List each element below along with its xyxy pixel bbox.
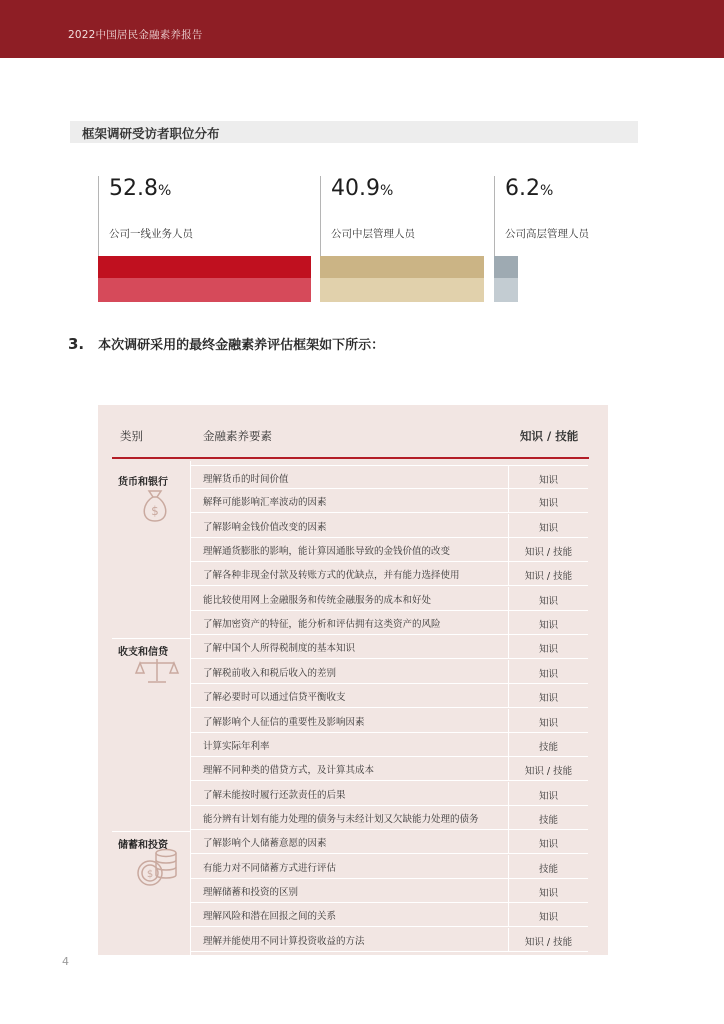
element-text: 理解风险和潜在回报之间的关系	[203, 911, 337, 923]
report-title: 2022中国居民金融素养报告	[68, 29, 203, 41]
table-row	[190, 733, 588, 757]
framework-table	[98, 405, 608, 955]
element-text: 计算实际年利率	[203, 740, 270, 752]
stat-bar-dark	[98, 256, 311, 278]
stat-label: 公司中层管理人员	[331, 228, 415, 240]
column-header-category: 类别	[120, 429, 143, 443]
table-row	[190, 684, 588, 708]
knowledge-skill-cell: 知识 / 技能	[508, 757, 588, 781]
element-text: 有能力对不同储蓄方式进行评估	[203, 862, 337, 874]
table-row	[190, 855, 588, 879]
stat-percentage: 52.8%	[109, 176, 172, 201]
stat-percentage: 40.9%	[331, 176, 394, 201]
knowledge-skill-cell: 知识	[508, 635, 588, 659]
category-label: 储蓄和投资	[118, 840, 168, 851]
knowledge-skill-cell: 知识	[508, 830, 588, 854]
knowledge-skill-cell: 技能	[508, 806, 588, 830]
stat-label: 公司高层管理人员	[505, 228, 589, 240]
element-text: 理解储蓄和投资的区别	[203, 886, 299, 898]
framework-heading	[68, 334, 384, 353]
knowledge-skill-cell: 知识 / 技能	[508, 928, 588, 952]
table-row	[190, 611, 588, 635]
element-text: 解释可能影响汇率波动的因素	[203, 497, 327, 509]
table-row	[190, 757, 588, 781]
knowledge-skill-cell: 知识 / 技能	[508, 538, 588, 562]
knowledge-skill-cell: 知识	[508, 587, 588, 611]
element-text: 理解不同种类的借贷方式，及计算其成本	[203, 765, 375, 777]
svg-text:$: $	[146, 869, 154, 880]
column-header-element: 金融素养要素	[203, 429, 272, 443]
page-number: 4	[62, 955, 69, 968]
table-row	[190, 830, 588, 854]
knowledge-skill-cell: 知识	[508, 709, 588, 733]
element-text: 了解中国个人所得税制度的基本知识	[203, 643, 356, 655]
heading-text: 本次调研采用的最终金融素养评估框架如下所示：	[98, 338, 385, 353]
element-text: 理解并能使用不同计算投资收益的方法	[203, 935, 365, 947]
element-text: 了解各种非现金付款及转账方式的优缺点，并有能力选择使用	[203, 570, 460, 582]
svg-text:$: $	[151, 504, 159, 518]
element-text: 了解影响个人征信的重要性及影响因素	[203, 716, 365, 728]
knowledge-skill-cell: 知识 / 技能	[508, 562, 588, 586]
knowledge-skill-cell: 知识	[508, 903, 588, 927]
knowledge-skill-cell: 知识	[508, 879, 588, 903]
stat-label: 公司一线业务人员	[109, 228, 193, 240]
stat-bar-dark	[494, 256, 518, 278]
table-row	[190, 562, 588, 586]
top-banner	[0, 0, 724, 58]
column-header-type: 知识 / 技能	[520, 429, 579, 443]
stat-bar-light	[320, 278, 484, 302]
element-text: 能分辨有计划有能力处理的债务与未经计划又欠缺能力处理的债务	[203, 813, 479, 825]
table-row	[190, 465, 588, 489]
element-text: 了解未能按时履行还款责任的后果	[203, 789, 346, 801]
knowledge-skill-cell: 知识	[508, 611, 588, 635]
category-label: 货币和银行	[118, 477, 168, 488]
table-row	[190, 660, 588, 684]
stat-senior-management	[494, 176, 614, 302]
knowledge-skill-cell: 知识	[508, 782, 588, 806]
stat-bar-light	[98, 278, 311, 302]
table-body	[98, 405, 608, 955]
knowledge-skill-cell: 技能	[508, 733, 588, 757]
category-label: 收支和信贷	[118, 647, 168, 658]
element-text: 理解通货膨胀的影响，能计算因通胀导致的金钱价值的改变	[203, 546, 451, 558]
table-row	[190, 635, 588, 659]
knowledge-skill-cell: 知识	[508, 514, 588, 538]
table-row	[190, 806, 588, 830]
element-text: 了解加密资产的特征，能分析和评估拥有这类资产的风险	[203, 619, 441, 631]
knowledge-skill-cell: 技能	[508, 855, 588, 879]
table-row	[190, 879, 588, 903]
knowledge-skill-cell: 知识	[508, 466, 588, 490]
stat-frontline	[98, 176, 311, 302]
element-text: 能比较使用网上金融服务和传统金融服务的成本和好处	[203, 594, 432, 606]
element-text: 了解影响个人储蓄意愿的因素	[203, 838, 327, 850]
element-text: 了解必要时可以通过信贷平衡收支	[203, 692, 346, 704]
element-text: 了解影响金钱价值改变的因素	[203, 521, 327, 533]
table-row	[190, 489, 588, 513]
table-row	[190, 709, 588, 733]
table-row	[190, 587, 588, 611]
knowledge-skill-cell: 知识	[508, 660, 588, 684]
section-title: 框架调研受访者职位分布	[82, 126, 220, 141]
knowledge-skill-cell: 知识	[508, 489, 588, 513]
stat-bar-light	[494, 278, 518, 302]
table-row	[190, 782, 588, 806]
table-row	[190, 538, 588, 562]
element-text: 理解货币的时间价值	[203, 474, 289, 485]
table-row	[190, 514, 588, 538]
stat-percentage: 6.2%	[505, 176, 554, 201]
stat-middle-management	[320, 176, 484, 302]
table-row	[190, 903, 588, 927]
element-text: 了解税前收入和税后收入的差别	[203, 667, 337, 679]
table-row	[190, 928, 588, 952]
stat-bar-dark	[320, 256, 484, 278]
section-title-bar	[70, 121, 638, 143]
heading-number: 3.	[68, 335, 85, 353]
knowledge-skill-cell: 知识	[508, 684, 588, 708]
